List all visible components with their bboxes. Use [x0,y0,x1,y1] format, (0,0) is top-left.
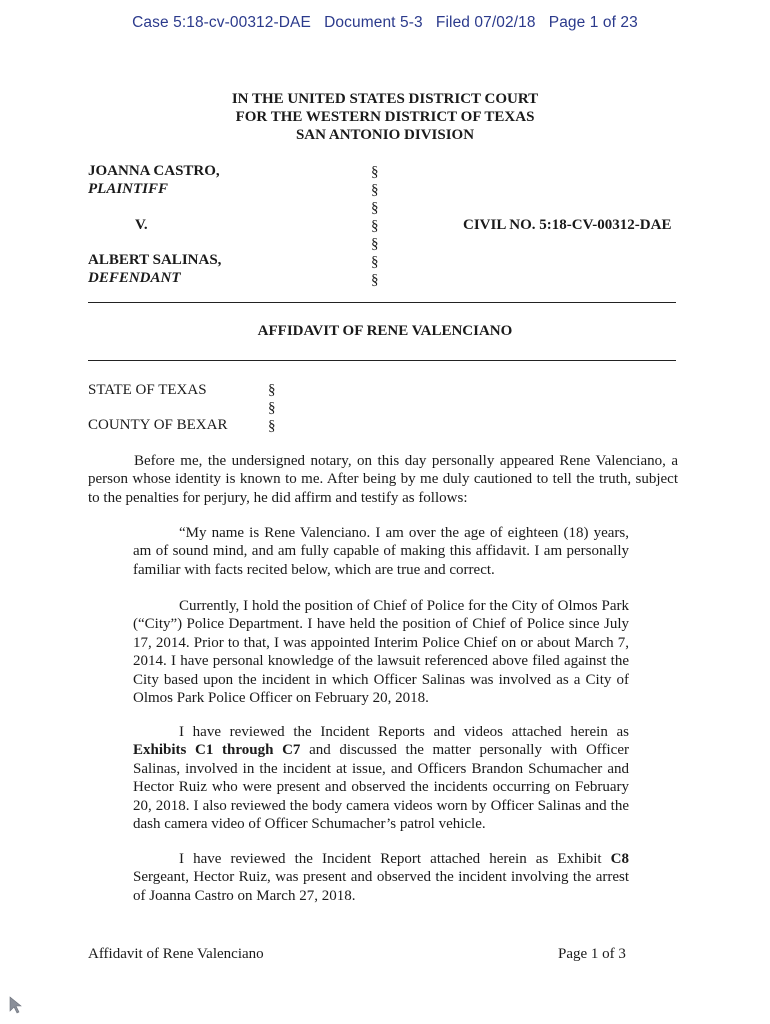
section-mark: § [371,272,379,288]
divider-bottom [88,360,676,361]
para4-text-c: Sergeant, Hector Ruiz, was present and observed the incident involving the arrest of Joanna Castro on March 27, 2018. [133,869,629,904]
section-mark: § [371,236,379,252]
exhibit-reference: C8 [610,851,629,867]
section-mark: § [371,218,379,234]
court-line-3: SAN ANTONIO DIVISION [295,127,475,143]
intro-text: Before me, the undersigned notary, on this day personally appeared Rene Valenciano, a person whose identity is known to me. After being by me duly cautioned to tell the truth, subject to the penalties for perjury, he did affirm and testify as follows: [88,453,678,506]
affidavit-title: AFFIDAVIT OF RENE VALENCIANO [257,323,513,339]
body-paragraph-2 [133,597,629,707]
exhibit-reference: Exhibits C1 through C7 [133,742,301,759]
section-mark: § [268,382,276,398]
defendant-name: ALBERT SALINAS, [88,252,222,268]
footer-document-name: Affidavit of Rene Valenciano [88,946,264,962]
footer-page-number: Page 1 of 3 [558,946,626,962]
versus-label: V. [135,217,148,233]
section-mark: § [371,200,379,216]
court-line-1: IN THE UNITED STATES DISTRICT COURT [231,91,539,107]
divider-top [88,302,676,303]
para4-text-a: I have reviewed the Incident Report attached herein as Exhibit [179,851,611,867]
case-header-stamp: Case 5:18-cv-00312-DAE Document 5-3 Filed 07/02/18 Page 1 of 23 [132,14,638,31]
venue-state: STATE OF TEXAS [88,382,207,398]
body-paragraph-3 [133,723,629,833]
section-mark: § [268,400,276,416]
plaintiff-role: PLAINTIFF [88,181,169,197]
court-heading [0,90,770,144]
court-line-2: FOR THE WESTERN DISTRICT OF TEXAS [235,109,535,125]
plaintiff-name: JOANNA CASTRO, [88,163,220,179]
para2-text: Currently, I hold the position of Chief of Police for the City of Olmos Park (“City”) Police Department. I have held the position of Chief of Police since July 17, 2014. Prior to that, I was appointed Interim Police Chief on or about March 7, 2014. I have personal knowledge of the lawsuit referenced above filed against the City based upon the incident in which Officer Salinas was involved as a City of Olmos Park Police Officer on February 20, 2018. [133,598,629,707]
section-mark: § [371,254,379,270]
para3-text-a: I have reviewed the Incident Reports and videos attached herein as [179,724,629,740]
section-mark: § [371,182,379,198]
section-mark: § [268,418,276,434]
section-mark: § [371,164,379,180]
body-paragraph-1 [133,524,629,579]
intro-paragraph [88,452,678,507]
caption-section-marks [371,163,383,289]
para1-text: “My name is Rene Valenciano. I am over the age of eighteen (18) years, am of sound mind, and am fully capable of making this affidavit. I am personally familiar with facts recited below, which are true and correct. [133,525,629,578]
civil-number: CIVIL NO. 5:18-CV-00312-DAE [463,217,672,233]
defendant-role: DEFENDANT [88,270,181,286]
body-paragraph-4 [133,850,629,905]
mouse-pointer-icon [8,996,22,1014]
venue-county: COUNTY OF BEXAR [88,417,228,433]
venue-section-marks [268,381,276,435]
para3-text-c: and discussed the matter personally with Officer Salinas, involved in the incident at issue, and Officers Brandon Schumacher and Hector Ruiz who were present and observed the incidents occurring on February 20, 2018. I also reviewed the body camera videos worn by Officer Salinas and the dash camera video of Officer Schumacher’s patrol vehicle. [133,742,629,833]
